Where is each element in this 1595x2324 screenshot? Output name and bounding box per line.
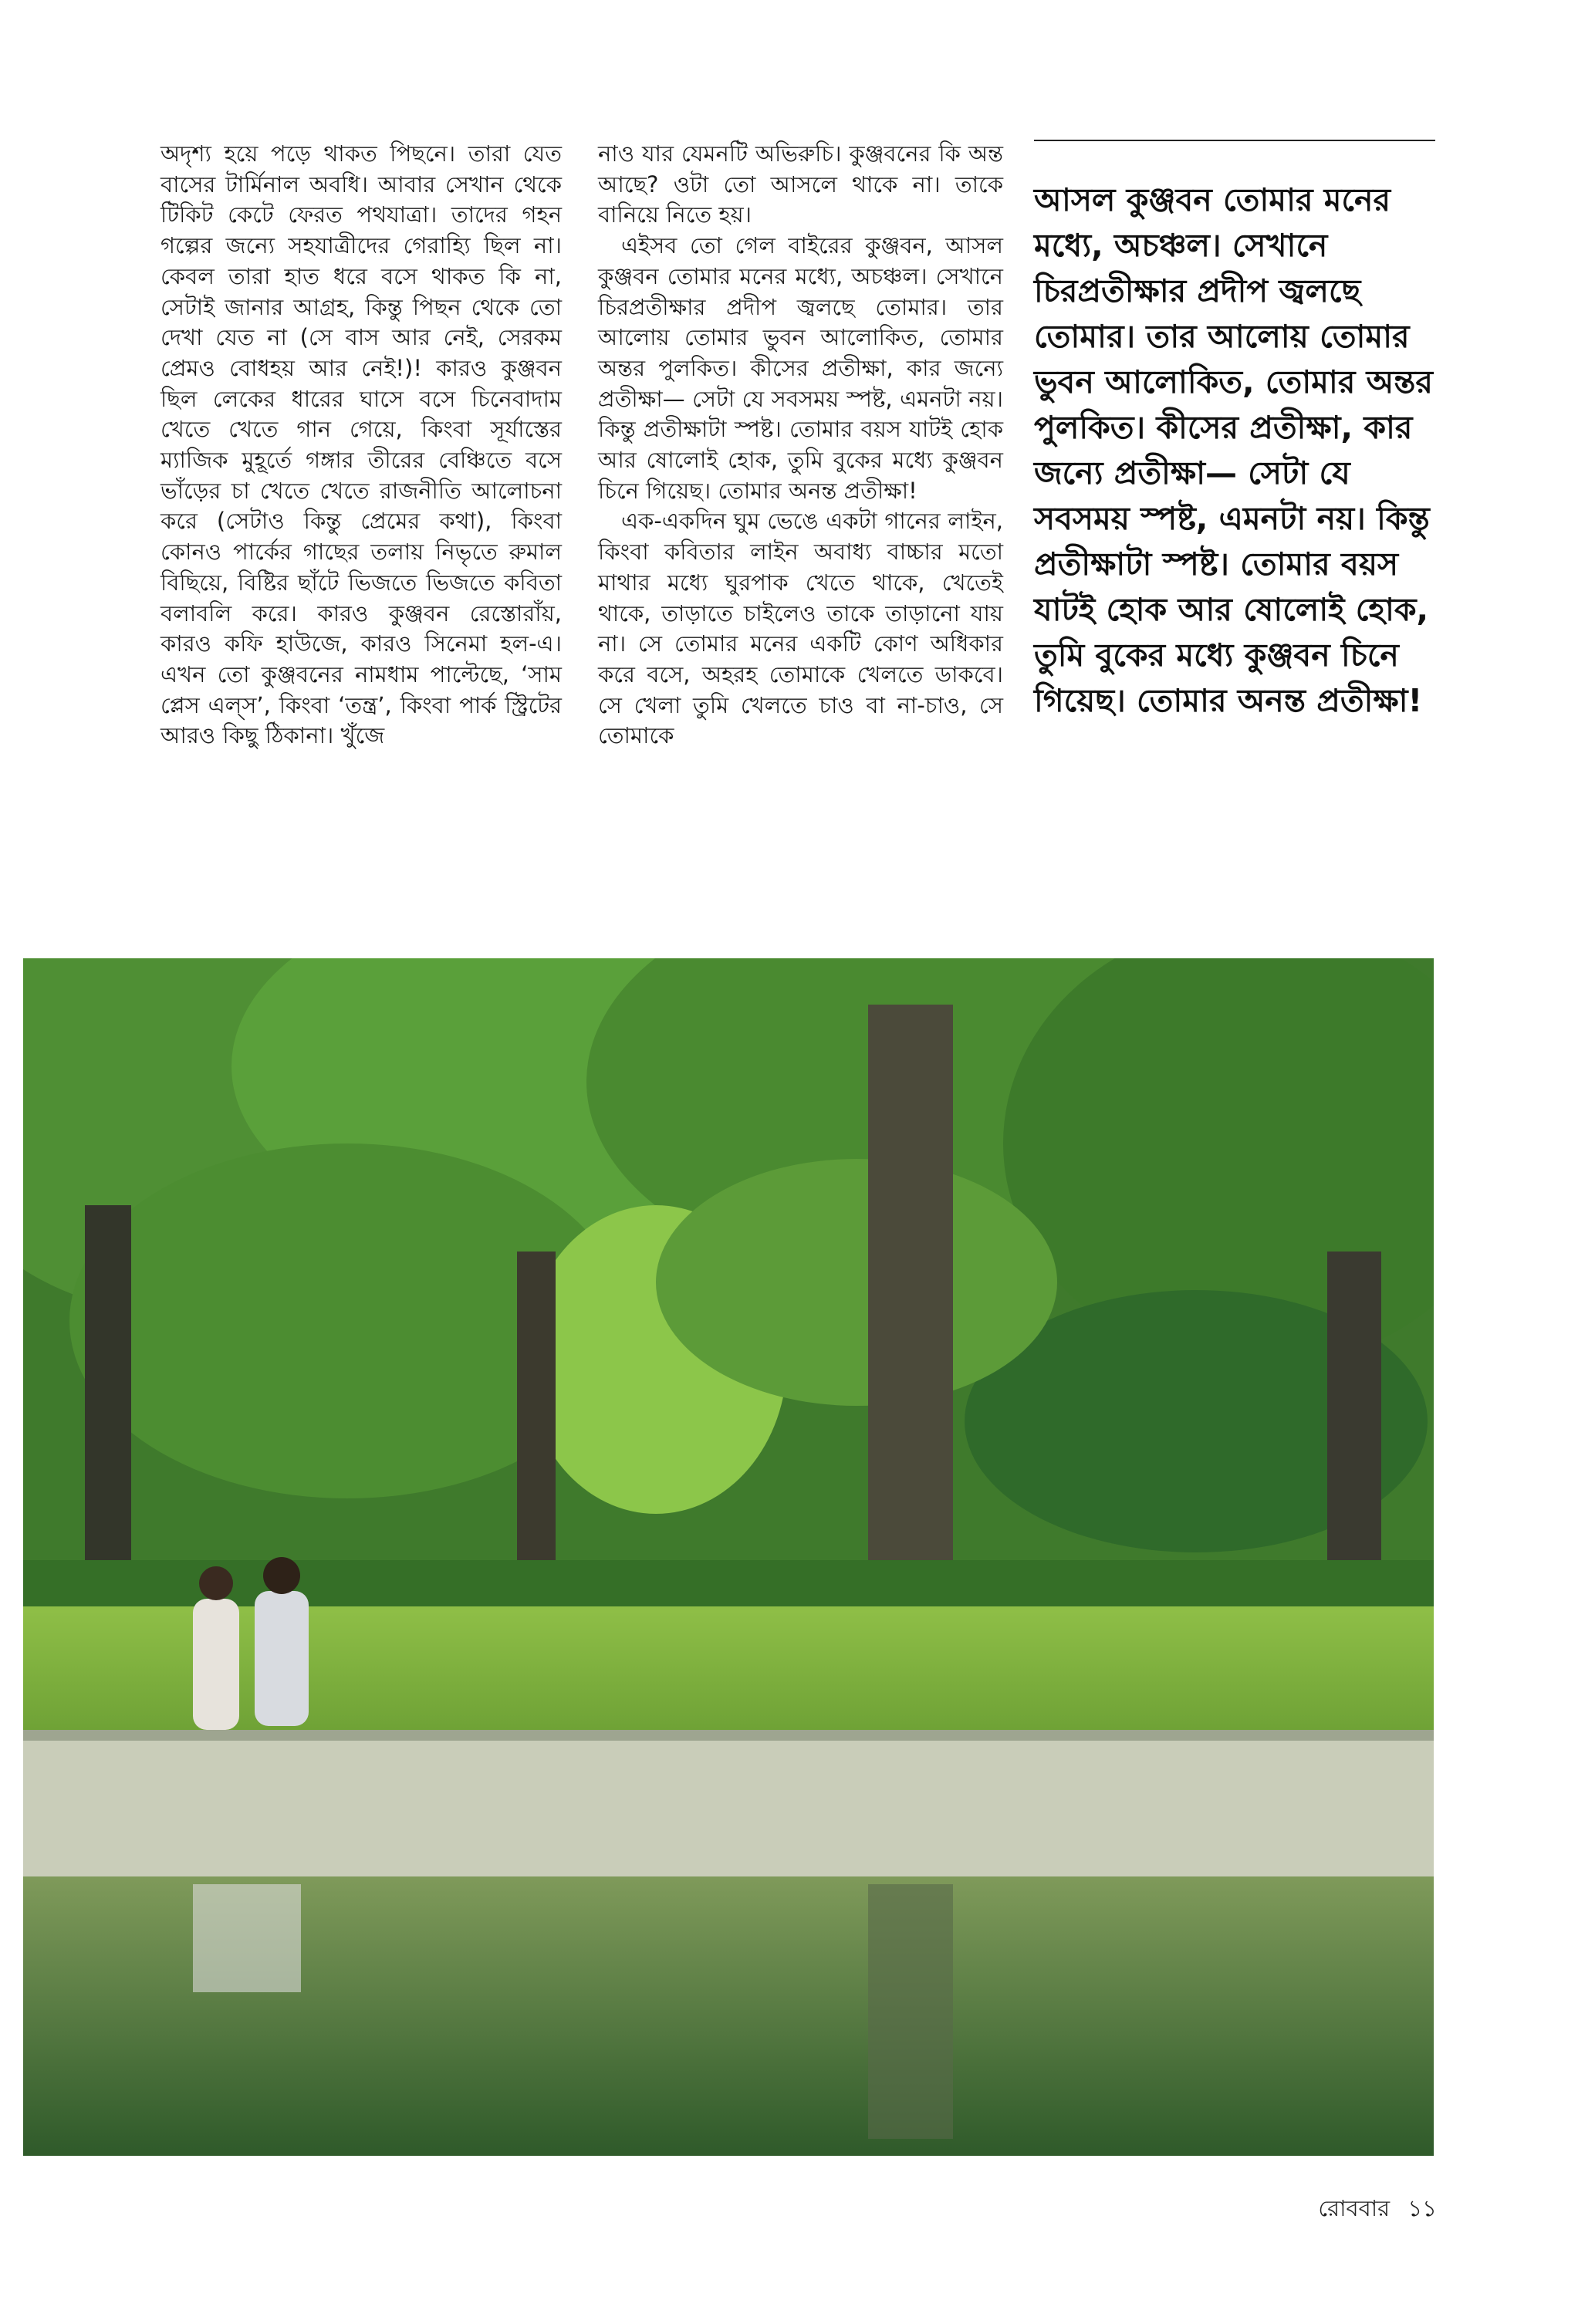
body-paragraph: এইসব তো গেল বাইরের কুঞ্জবন, আসল কুঞ্জবন তোমার মনের মধ্যে, অচঞ্চল। সেখানে চিরপ্রতীক্ষার প্রদীপ জ্বলছে তোমার। তার আলোয় তোমার ভুবন আলোকিত, তোমার অন্তর পুলকিত। কীসের প্রতীক্ষা, কার জন্যে প্রতীক্ষা— সেটা যে সবসময় স্পষ্ট, এমনটা নয়। কিন্তু প্রতীক্ষাটা স্পষ্ট। তোমার বয়স যাটই হোক আর ষোলোই হোক, তুমি বুকের মধ্যে কুঞ্জবন চিনে গিয়েছ। তোমার অনন্ত প্রতীক্ষা! (598, 232, 1003, 504)
body-paragraph: এক-একদিন ঘুম ভেঙে একটা গানের লাইন, কিংবা কবিতার লাইন অবাধ্য বাচ্চার মতো মাথার মধ্যে ঘুরপাক খেতে থাকে, খেতেই থাকে, তাড়াতে চাইলেও তাকে তাড়ানো যায় না। সে তোমার মনের একটি কোণ অধিকার করে বসে, অহরহ তোমাকে খেলতে ডাকবে। সে খেলা তুমি খেলতে চাও বা না-চাও, সে তোমাকে (598, 508, 1003, 749)
article-column-2 (598, 139, 1003, 752)
body-paragraph: নাও যার যেমনটি অভিরুচি। কুঞ্জবনের কি অন্ত আছে? ওটা তো আসলে থাকে না। তাকে বানিয়ে নিতে হয়। (598, 140, 1003, 228)
magazine-name: রোববার (1318, 2195, 1391, 2221)
page-footer (1318, 2191, 1437, 2229)
page-number: ১১ (1407, 2195, 1437, 2221)
park-couple-photo (23, 958, 1434, 2156)
body-paragraph: অদৃশ্য হয়ে পড়ে থাকত পিছনে। তারা যেত বাসের টার্মিনাল অবধি। আবার সেখান থেকে টিকিট কেটে ফেরত পথযাত্রা। তাদের গহন গল্পের জন্যে সহযাত্রীদের গেরাহ্যি ছিল না। কেবল তারা হাত ধরে বসে থাকত কি না, সেটাই জানার আগ্রহ, কিন্তু পিছন থেকে তো দেখা যেত না (সে বাস আর নেই, সেরকম প্রেমও বোধহয় আর নেই!)! কারও কুঞ্জবন ছিল লেকের ধারের ঘাসে বসে চিনেবাদাম খেতে খেতে গান গেয়ে, কিংবা সূর্যাস্তের ম্যাজিক মুহূর্তে গঙ্গার তীরের বেঞ্চিতে বসে ভাঁড়ের চা খেতে খেতে রাজনীতি আলোচনা করে (সেটাও কিন্তু প্রেমের কথা), কিংবা কোনও পার্কের গাছের তলায় নিভৃতে রুমাল বিছিয়ে, বিষ্টির ছাঁটে ভিজতে ভিজতে কবিতা বলাবলি করে। কারও কুঞ্জবন রেস্তোরাঁয়, কারও কফি হাউজে, কারও সিনেমা হল-এ। এখন তো কুঞ্জবনের নামধাম পাল্টেছে, ‘সাম প্লেস এল্‌স’, কিংবা ‘তন্ত্র’, কিংবা পার্ক স্ট্রিটের আরও কিছু ঠিকানা। খুঁজে (161, 140, 562, 749)
article-column-1 (161, 139, 562, 752)
pull-quote: আসল কুঞ্জবন তোমার মনের মধ্যে, অচঞ্চল। সেখানে চিরপ্রতীক্ষার প্রদীপ জ্বলছে তোমার। তার আলোয় তোমার ভুবন আলোকিত, তোমার অন্তর পুলকিত। কীসের প্রতীক্ষা, কার জন্যে প্রতীক্ষা— সেটা যে সবসময় স্পষ্ট, এমনটা নয়। কিন্তু প্রতীক্ষাটা স্পষ্ট। তোমার বয়স যাটই হোক আর ষোলোই হোক, তুমি বুকের মধ্যে কুঞ্জবন চিনে গিয়েছ। তোমার অনন্ত প্রতীক্ষা! (1034, 181, 1433, 719)
pull-quote-rule (1034, 140, 1435, 141)
photo-illustration (23, 958, 1434, 2156)
